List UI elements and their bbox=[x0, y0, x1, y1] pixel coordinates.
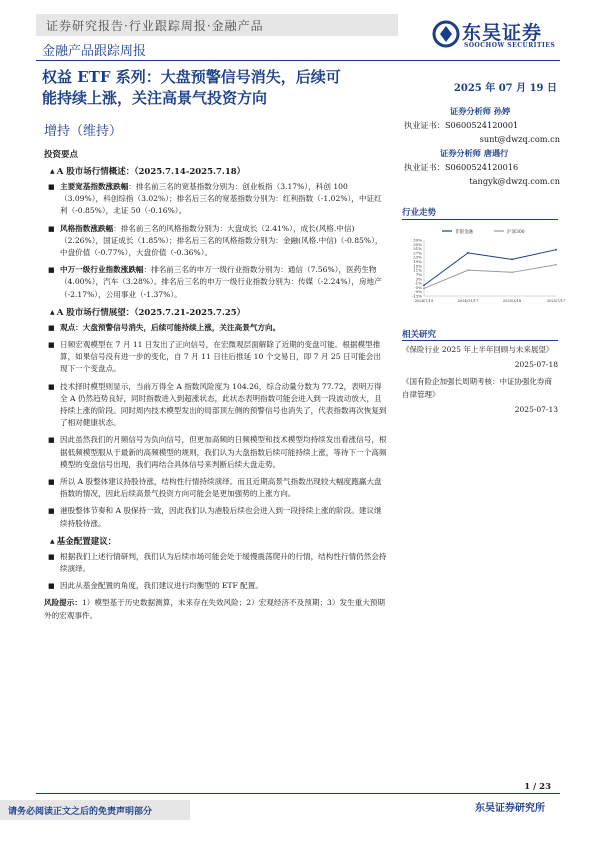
view-statement: ■ 观点：大盘预警信号消失，后续可能持续上涨，关注高景气方向。 bbox=[44, 322, 388, 334]
report-type: 证券研究报告·行业跟踪周报·金融产品 bbox=[46, 19, 264, 33]
x-tick-label: 2024/11/17 bbox=[457, 299, 479, 303]
related-item-2-title[interactable]: 《国有险企加强长周期考核：中证协强化券商自律管理》 bbox=[402, 377, 552, 399]
title-line-1: 权益 ETF 系列：大盘预警信号消失，后续可 bbox=[42, 68, 341, 86]
related-item-1-date: 2025-07-18 bbox=[514, 360, 558, 369]
y-tick-label: 7% bbox=[415, 271, 422, 277]
related-item-1[interactable] bbox=[402, 343, 558, 371]
disclaimer-banner bbox=[0, 800, 190, 820]
related-item-2[interactable] bbox=[402, 375, 558, 416]
outlook-item-3: ■ 因此虽然我们的月频信号为负向信号，但更加高频的日频模型和技术模型均持续发出看涨信号，根据低频模型服从于最新的高频模型的规则，我们认为大盘指数后续可能持续上涨，等待下一个高频模型的变盘信号出现，我们再结合具体信号来判断后续大盘走势。 bbox=[44, 434, 388, 471]
analyst-1-email[interactable]: sunt@dwzq.com.cn bbox=[479, 134, 560, 144]
y-tick-label: 39% bbox=[413, 237, 422, 243]
related-divider bbox=[402, 340, 558, 341]
related-list bbox=[402, 343, 558, 416]
y-tick-label: -13% bbox=[411, 293, 422, 299]
y-tick-label: 27% bbox=[413, 250, 422, 256]
y-tick-label: 23% bbox=[413, 254, 422, 260]
trend-divider bbox=[402, 219, 558, 220]
legend-label: 沪深300 bbox=[507, 230, 525, 235]
y-tick-label: 11% bbox=[413, 267, 422, 273]
series-point bbox=[555, 264, 557, 266]
series-point bbox=[555, 249, 557, 251]
page-number: 1 / 23 bbox=[524, 782, 551, 792]
analyst-2 bbox=[404, 146, 560, 188]
key-points-heading: 投资要点 bbox=[44, 150, 79, 160]
outlook-item-1: ■ 日频宏观模型在 7 月 11 日发出了正向信号，在宏微观层面解除了近期的变盘可能。根据模型推算，如果信号没有进一步的变化，自 7 月 11 日往后推延 10 个交易日，即 7 月 25 日可能会出现下一个变盘点。 bbox=[44, 339, 388, 376]
footer-divider bbox=[36, 793, 560, 794]
analyst-1-name: 证券分析师 孙婷 bbox=[450, 106, 511, 116]
outlook-heading: ▲ A 股市场行情展望：（2025.7.21-2025.7.25） bbox=[50, 306, 388, 318]
report-title bbox=[42, 67, 402, 109]
related-item-1-title[interactable]: 《保险行业 2025 年上半年回顾与未来展望》 bbox=[402, 345, 554, 354]
logo-text: 东吴证券 bbox=[462, 22, 543, 44]
legend-label: 非银金融 bbox=[455, 230, 473, 235]
review-heading: ▲ A 股市场行情概述：（2025.7.14-2025.7.18） bbox=[50, 165, 388, 177]
research-institute: 东吴证券研究所 bbox=[475, 803, 545, 814]
report-date: 2025 年 07 月 19 日 bbox=[453, 83, 557, 94]
y-tick-label: 15% bbox=[413, 263, 422, 269]
y-tick-label: 31% bbox=[413, 246, 422, 252]
review-item-style-index: ■ 风格指数涨跌幅：排名前三名的风格指数分别为：大盘成长（2.41%），成长(风格.中信)（2.26%），国证成长（1.85%）；排名后三名的风格指数分别为：金融(风格.中信)（-0.85%），中盘价值（-0.77%），大盘价值（-0.36%）。 bbox=[44, 223, 388, 260]
y-tick-label: 35% bbox=[413, 241, 422, 247]
series-line bbox=[424, 265, 556, 289]
outlook-item-5: ■ 港股整体节奏和 A 股保持一致，因此我们认为港股后续也会进入到一段持续上涨的阶段。建议继续持股待涨。 bbox=[44, 505, 388, 529]
related-heading: 相关研究 bbox=[402, 330, 437, 340]
analyst-1-cert: 执业证书：S0600524120001 bbox=[404, 120, 519, 130]
outlook-item-2: ■ 技术择时模型则显示，当前万得全 A 指数风险度为 104.26，综合动量分数为 77.72，表明万得全 A 仍然趋势良好，同时指数进入到超涨状态，此状态表明指数可能会进入到一段波动放大，且持续上涨的阶段。同时周内技术模型发出的局部顶左侧的预警信号也消失了，代表指数再次恢复到了相对健康状态。 bbox=[44, 381, 388, 430]
y-tick-label: -1% bbox=[414, 280, 422, 286]
main-body bbox=[44, 148, 388, 622]
series-point bbox=[423, 284, 425, 286]
series-point bbox=[511, 258, 513, 260]
analyst-1 bbox=[404, 104, 560, 146]
trend-chart bbox=[402, 226, 566, 306]
y-tick-label: -5% bbox=[414, 284, 422, 290]
y-tick-label: 3% bbox=[415, 276, 422, 282]
config-item-2: ■ 因此从基金配置的角度，我们建议进行均衡型的 ETF 配置。 bbox=[44, 580, 388, 592]
review-item-broad-index: ■ 主要宽基指数涨跌幅：排名前三名的宽基指数分别为：创业板指（3.17%），科创 100（3.09%），科创综指（3.02%）；排名后三名的宽基指数分别为：红利指数（-1.02%），中证红利（-0.85%），北证 50（-0.16%）。 bbox=[44, 181, 388, 218]
analyst-2-email[interactable]: tangyk@dwzq.com.cn bbox=[469, 176, 560, 186]
outlook-item-4: ■ 所以 A 股整体建议持股待涨，结构性行情持续演绎。而且近期高景气指数出现较大幅度跑赢大盘指数的情况，因此后续高景气投资方向可能会是更加强势的上涨方向。 bbox=[44, 476, 388, 500]
title-line-2: 能持续上涨，关注高景气投资方向 bbox=[42, 89, 268, 107]
header-divider bbox=[36, 60, 560, 61]
risk-warning: 风险提示：1）模型基于历史数据测算，未来存在失效风险；2）宏观经济不及预期；3）发生重大预期外的宏观事件。 bbox=[44, 598, 386, 620]
x-tick-label: 2025/3/18 bbox=[502, 299, 522, 303]
series-point bbox=[467, 269, 469, 271]
trend-heading: 行业走势 bbox=[402, 208, 437, 218]
series-point bbox=[511, 271, 513, 273]
report-type-banner bbox=[36, 14, 398, 36]
series-point bbox=[467, 252, 469, 254]
x-tick-label: 2025/7/17 bbox=[546, 299, 566, 303]
rating: 增持（维持） bbox=[44, 124, 123, 139]
config-item-1: ■ 根据我们上述行情研判，我们认为后续市场可能会处于缓慢震荡爬升的行情，结构性行情仍然会持续演绎。 bbox=[44, 551, 388, 575]
related-item-2-date: 2025-07-13 bbox=[514, 405, 558, 414]
analyst-2-name: 证券分析师 唐遇行 bbox=[440, 148, 509, 158]
analyst-2-cert: 执业证书：S0600524120016 bbox=[404, 162, 519, 172]
y-tick-label: 19% bbox=[413, 259, 422, 265]
x-tick-label: 2024/7/19 bbox=[414, 299, 434, 303]
series-point bbox=[423, 288, 425, 290]
report-subtitle: 金融产品跟踪周报 bbox=[42, 44, 147, 59]
y-tick-label: -9% bbox=[414, 289, 422, 295]
review-item-industry-index: ■ 中万一级行业指数涨跌幅：排名前三名的申万一级行业指数分别为：通信（7.56%），医药生物（4.00%），汽车（3.28%）。排名后三名的申万一级行业指数分别为：传媒（-2.24%），房地产（-2.17%），公用事业（-1.37%）。 bbox=[44, 264, 388, 301]
config-heading: ▲ 基金配置建议： bbox=[50, 535, 388, 547]
logo-subtext: SOOCHOW SECURITIES bbox=[464, 42, 556, 49]
disclaimer-text: 请务必阅读正文之后的免责声明部分 bbox=[8, 807, 153, 817]
